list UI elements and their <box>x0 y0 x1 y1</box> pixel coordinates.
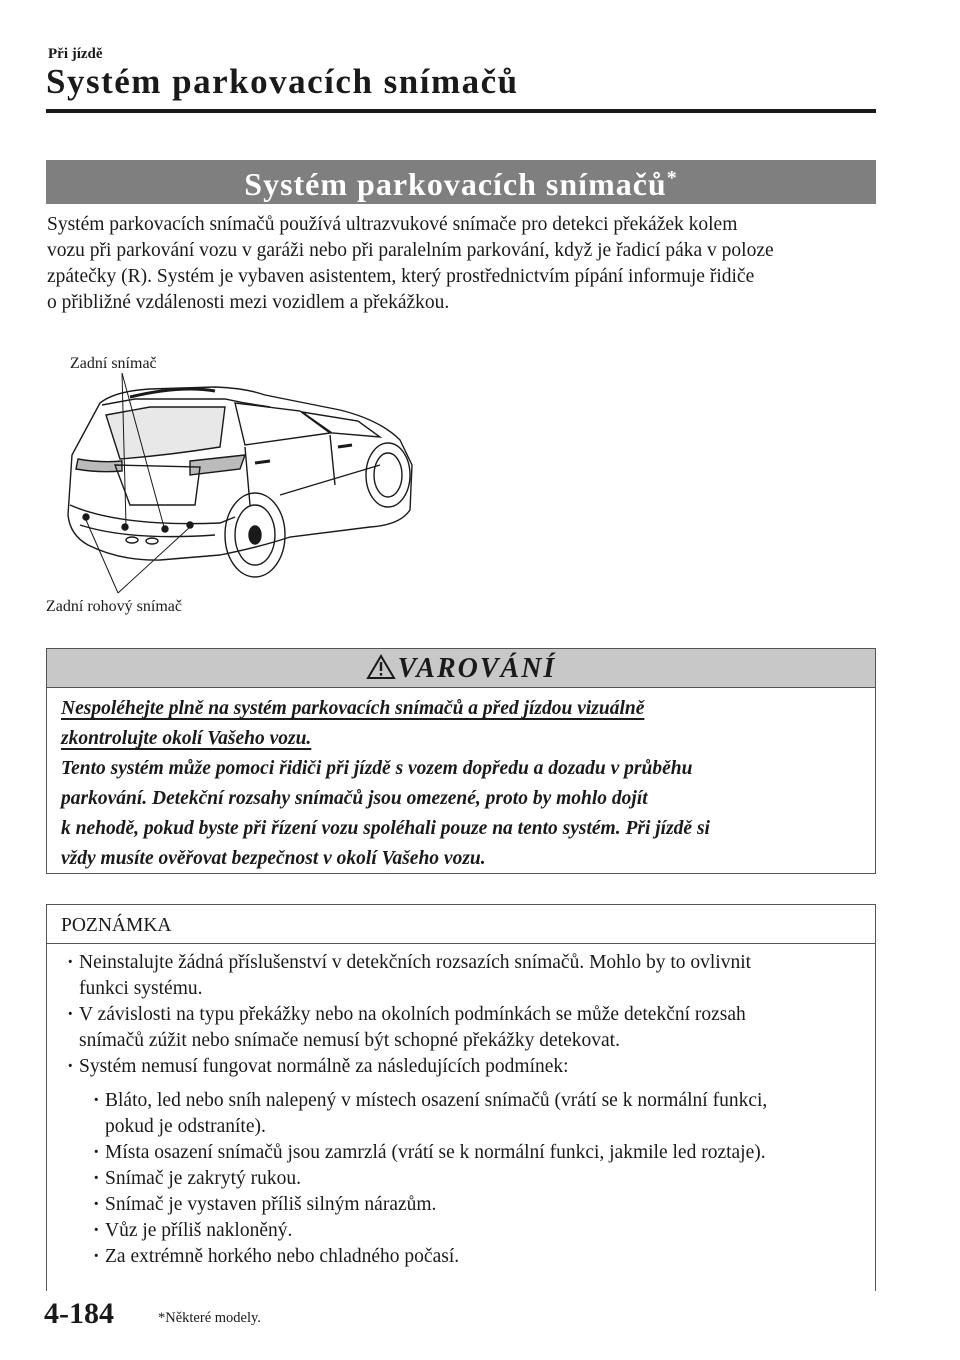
section-label: Při jízdě <box>48 46 103 62</box>
sub-list-item: · Vůz je příliš nakloněný. <box>93 1218 863 1244</box>
note-list <box>47 944 875 1270</box>
footnote: *Některé modely. <box>158 1310 261 1326</box>
list-item <box>67 950 863 1002</box>
banner-asterisk: * <box>666 167 678 189</box>
intro-line: vozu při parkování vozu v garáži nebo při paralelním parkování, když je řadicí páka v poloze <box>47 240 774 261</box>
list-item <box>67 1002 863 1054</box>
warning-line: parkování. Detekční rozsahy snímačů jsou omezené, proto by mohlo dojít <box>61 788 648 809</box>
sub-list-item: · Snímač je zakrytý rukou. <box>93 1166 863 1192</box>
note-line: · Neinstalujte žádná příslušenství v detekčních rozsazích snímačů. Mohlo by to ovlivnit <box>79 952 752 973</box>
rear-corner-sensor-label: Zadní rohový snímač <box>46 598 182 615</box>
page-number: 4-184 <box>44 1297 114 1330</box>
warning-line: Tento systém může pomoci řidiči při jízdě s vozem dopředu a dozadu v průběhu <box>61 758 693 779</box>
page-title: Systém parkovacích snímačů <box>46 62 519 101</box>
warning-line: k nehodě, pokud byste při řízení vozu spoléhali pouze na tento systém. Při jízdě si <box>61 818 710 839</box>
warning-line: vždy musíte ověřovat bezpečnost v okolí Vašeho vozu. <box>61 848 486 869</box>
intro-paragraph <box>47 212 887 316</box>
sub-list-item <box>93 1088 863 1140</box>
warning-line: Nespoléhejte plně na systém parkovacích snímačů a před jízdou vizuálně <box>61 698 645 719</box>
note-line: funkci systému. <box>79 978 203 999</box>
intro-line: zpátečky (R). Systém je vybaven asistentem, který prostřednictvím pípání informuje řidiče <box>47 266 755 287</box>
list-item: · Systém nemusí fungovat normálně za následujících podmínek: <box>67 1054 863 1080</box>
note-line: · Bláto, led nebo sníh nalepený v místech osazení snímačů (vrátí se k normální funkci, <box>105 1090 768 1111</box>
banner-title: Systém parkovacích snímačů <box>244 166 667 202</box>
warning-text <box>47 688 875 874</box>
section-banner <box>46 160 876 204</box>
intro-line: Systém parkovacích snímačů používá ultrazvukové snímače pro detekci překážek kolem <box>47 214 738 235</box>
sub-list-item: · Místa osazení snímačů jsou zamrzlá (vrátí se k normální funkci, jakmile led roztaje). <box>93 1140 863 1166</box>
header-rule <box>46 109 876 113</box>
warning-header <box>47 649 875 688</box>
note-header: POZNÁMKA <box>47 905 875 944</box>
car-illustration <box>40 355 440 625</box>
warning-title: VAROVÁNÍ <box>397 653 557 684</box>
car-sensor-figure <box>40 355 440 625</box>
note-box <box>46 904 876 1291</box>
intro-line: o přibližné vzdálenosti mezi vozidlem a překážkou. <box>47 292 450 313</box>
rear-sensor-label: Zadní snímač <box>70 355 157 372</box>
sub-list-item: · Za extrémně horkého nebo chladného počasí. <box>93 1244 863 1270</box>
warning-box <box>46 648 876 874</box>
note-line: · V závislosti na typu překážky nebo na okolních podmínkách se může detekční rozsah <box>79 1004 746 1025</box>
note-line: snímačů zúžit nebo snímače nemusí být schopné překážky detekovat. <box>79 1030 620 1051</box>
warning-triangle-icon <box>366 654 396 680</box>
warning-line: zkontrolujte okolí Vašeho vozu. <box>61 728 312 749</box>
note-line: pokud je odstraníte). <box>105 1116 266 1137</box>
sub-list-item: · Snímač je vystaven příliš silným nárazům. <box>93 1192 863 1218</box>
